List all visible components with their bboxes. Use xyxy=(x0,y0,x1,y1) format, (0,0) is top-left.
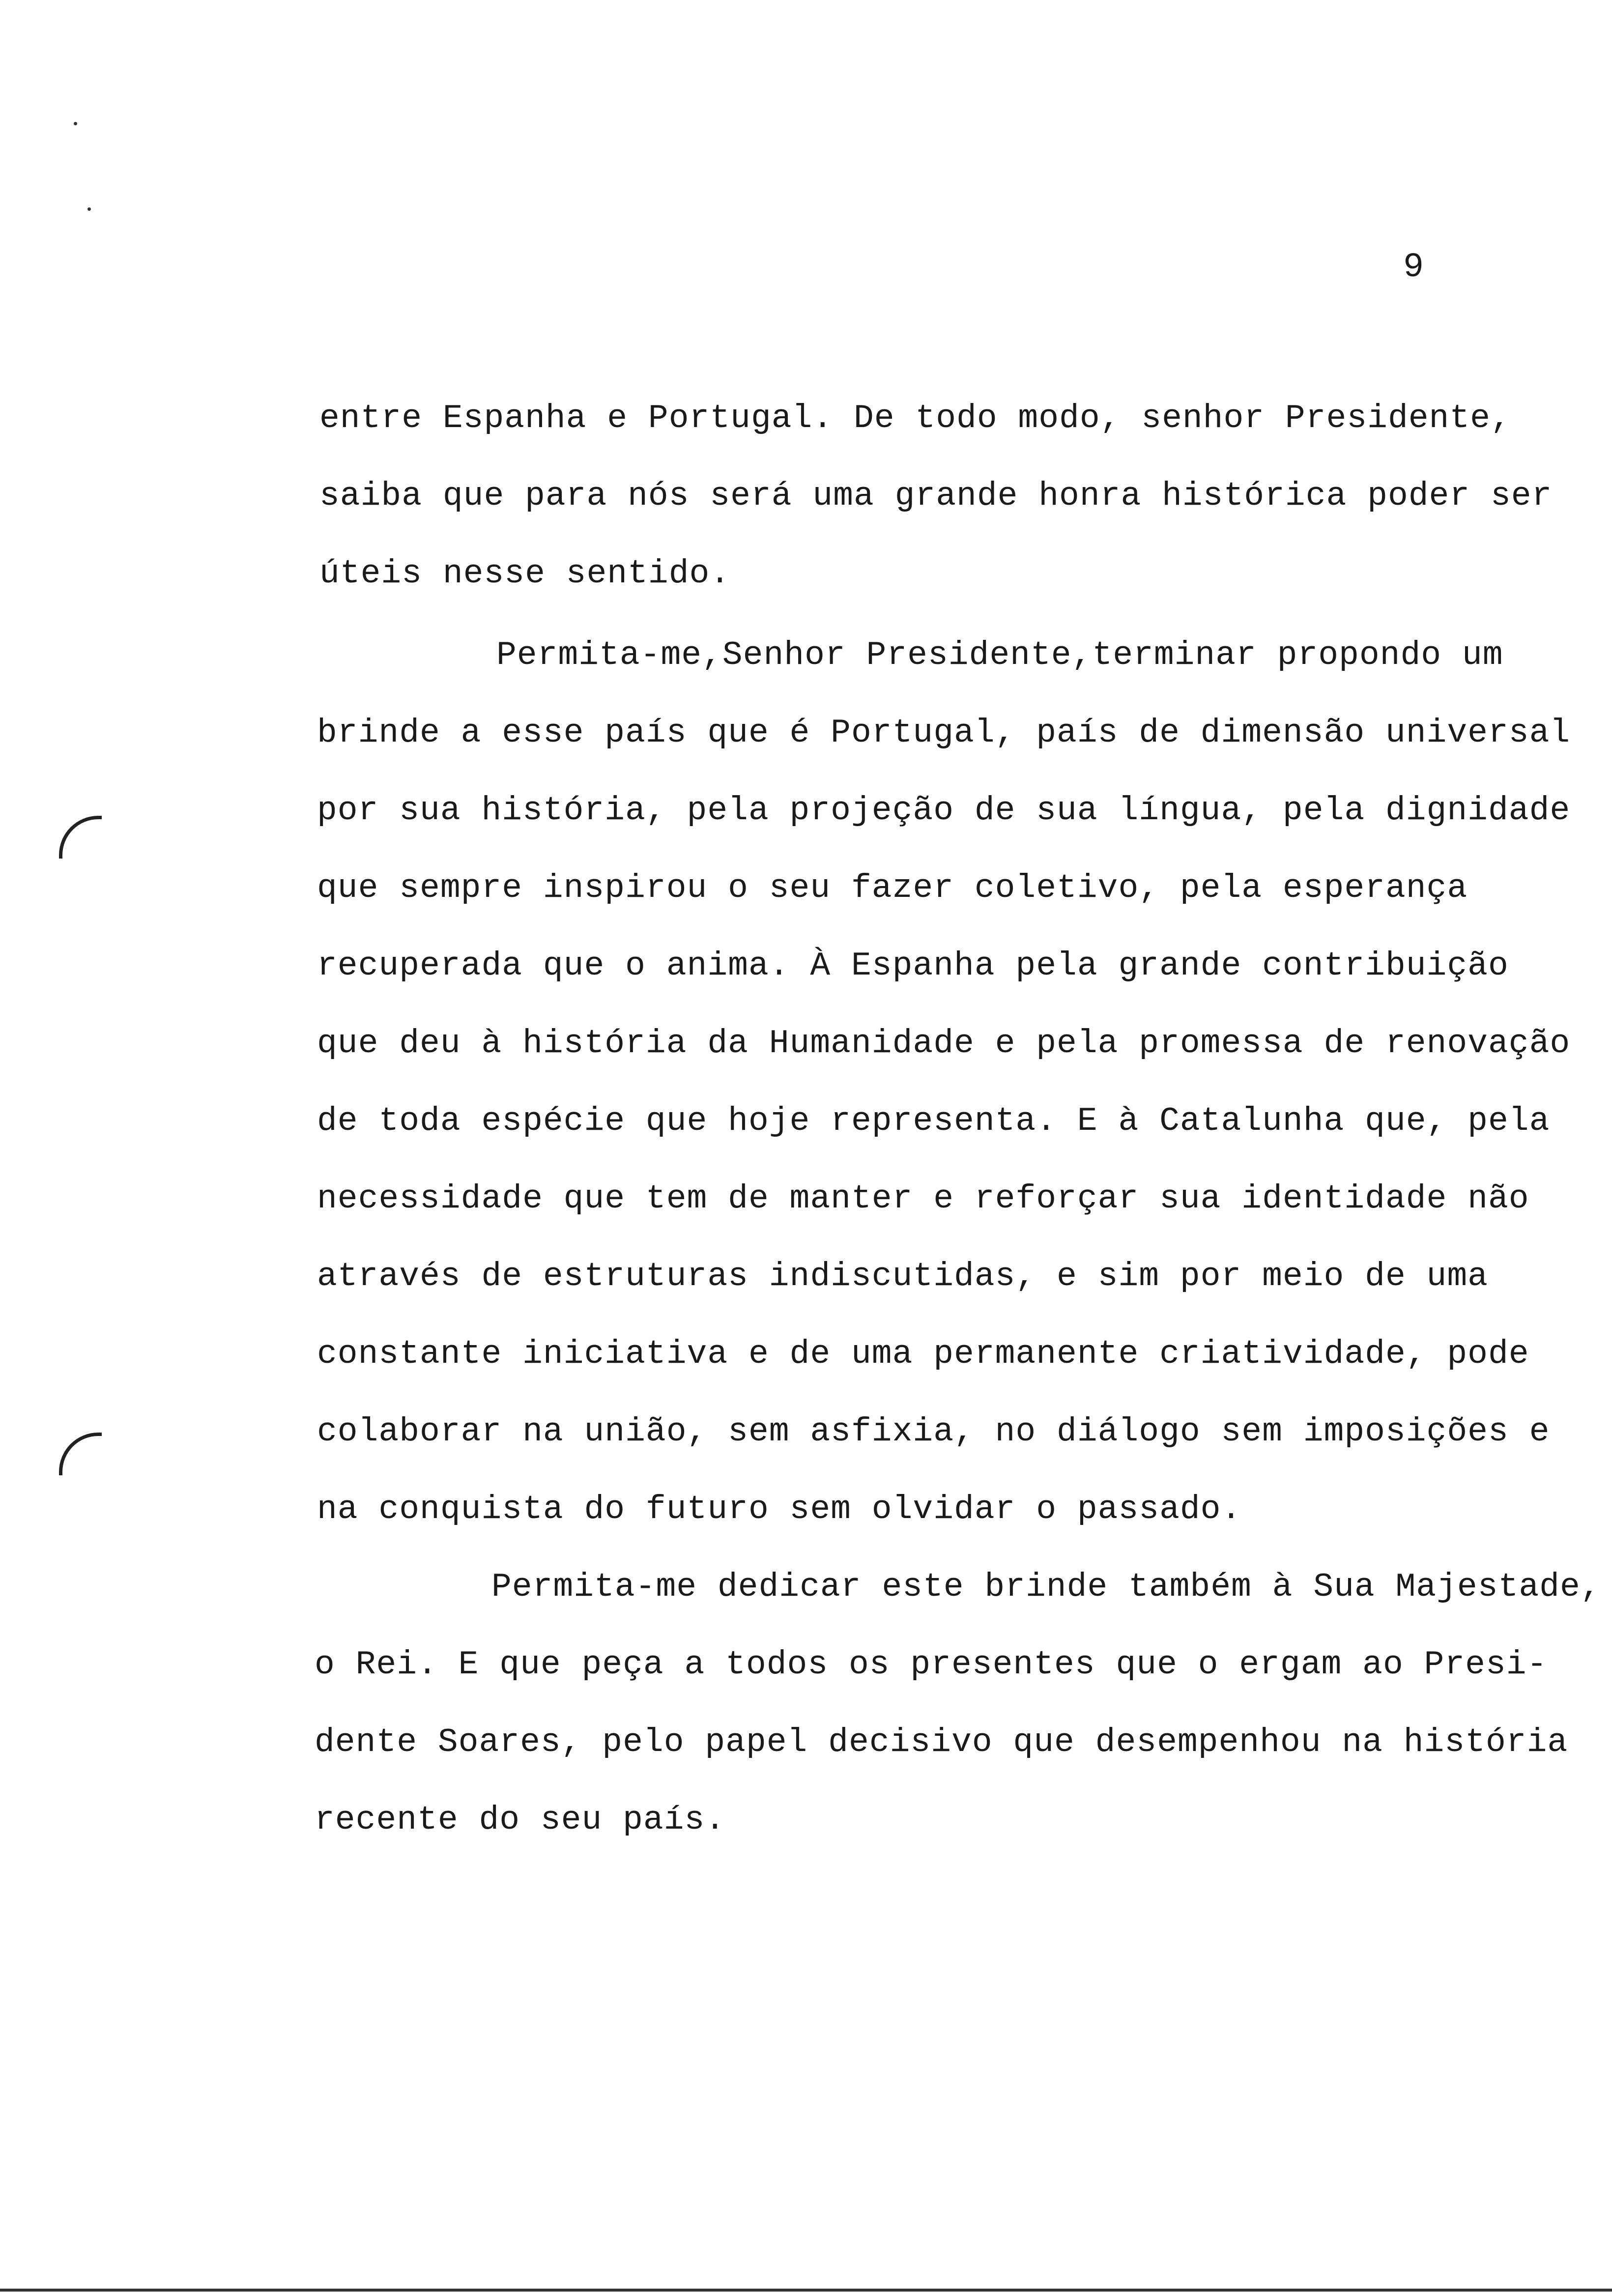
text-line: constante iniciativa e de uma permanente criatividade, pode xyxy=(317,1335,1529,1373)
scan-bottom-edge xyxy=(0,2289,1612,2292)
text-line: colaborar na união, sem asfixia, no diálogo sem imposições e xyxy=(317,1413,1550,1451)
scan-speck xyxy=(74,122,77,125)
punch-hole-mark xyxy=(59,816,102,859)
text-line: recuperada que o anima. À Espanha pela grande contribuição xyxy=(317,947,1509,985)
text-line: que sempre inspirou o seu fazer coletivo, pela esperança xyxy=(317,869,1468,907)
text-line: na conquista do futuro sem olvidar o passado. xyxy=(317,1491,1242,1528)
scan-speck xyxy=(87,207,91,211)
text-line: dente Soares, pelo papel decisivo que desempenhou na história xyxy=(315,1723,1568,1761)
text-line: Permita-me,Senhor Presidente,terminar propondo um xyxy=(496,636,1503,674)
text-line: recente do seu país. xyxy=(315,1801,726,1839)
page-number: 9 xyxy=(1403,248,1424,287)
text-line: através de estruturas indiscutidas, e sim por meio de uma xyxy=(317,1258,1488,1295)
text-line: de toda espécie que hoje representa. E à Catalunha que, pela xyxy=(317,1102,1550,1140)
text-line: entre Espanha e Portugal. De todo modo, senhor Presidente, xyxy=(319,400,1511,437)
text-line: que deu à história da Humanidade e pela promessa de renovação xyxy=(317,1025,1571,1062)
punch-hole-mark xyxy=(59,1433,102,1475)
text-line: úteis nesse sentido. xyxy=(319,555,731,593)
text-line: o Rei. E que peça a todos os presentes que o ergam ao Presi- xyxy=(315,1646,1548,1684)
text-line: Permita-me dedicar este brinde também à Sua Majestade, xyxy=(491,1568,1601,1606)
text-line: brinde a esse país que é Portugal, país de dimensão universal xyxy=(317,714,1571,752)
text-line: saiba que para nós será uma grande honra histórica poder ser xyxy=(319,477,1553,515)
text-line: por sua história, pela projeção de sua língua, pela dignidade xyxy=(317,792,1571,830)
text-line: necessidade que tem de manter e reforçar sua identidade não xyxy=(317,1180,1529,1218)
